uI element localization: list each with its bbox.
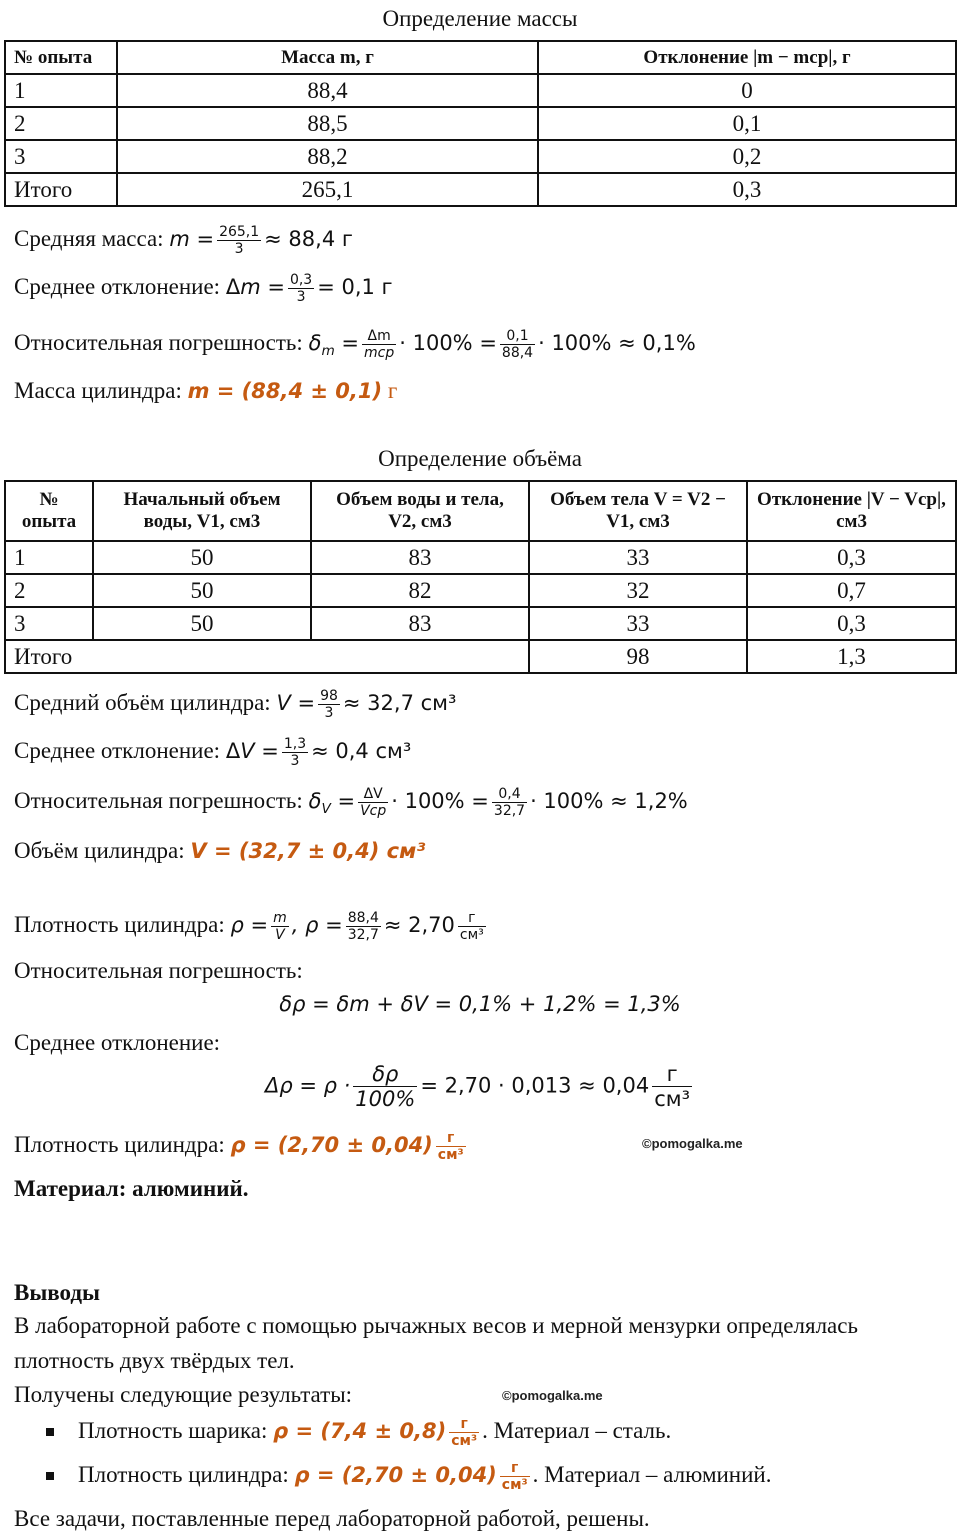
table-row	[5, 107, 956, 140]
table-header-row	[5, 481, 956, 541]
table-cell: 1	[5, 74, 117, 107]
label: Относительная погрешность:	[14, 330, 303, 355]
conclusions-heading: Выводы	[14, 1280, 100, 1305]
formula-part: = 2,70 · 0,013 ≈ 0,04	[420, 1073, 650, 1098]
volume-final-line	[14, 836, 425, 866]
unit-denominator: см³	[437, 1147, 464, 1164]
unit-denominator: см³	[451, 1433, 478, 1450]
label: Плотность цилиндра:	[14, 1132, 225, 1157]
table-row	[5, 607, 956, 640]
cylinder-density-result: ρ = (2,70 ± 0,04)	[294, 1463, 497, 1487]
table-row	[5, 574, 956, 607]
fraction-numerator: δρ	[353, 1062, 417, 1087]
unit-denominator: см³	[501, 1477, 528, 1494]
table-cell: 3	[5, 607, 93, 640]
fraction-numerator: 1,3	[283, 736, 307, 753]
volume-table-caption: Определение объёма	[378, 446, 582, 471]
conclusions-paragraph-2: плотность двух твёрдых тел.	[14, 1348, 295, 1373]
unit-denominator: см³	[459, 927, 484, 944]
bullet-icon	[46, 1472, 54, 1480]
fraction-numerator: ΔV	[358, 786, 388, 803]
bullet-icon	[46, 1428, 54, 1436]
header-cell: № опыта	[5, 41, 117, 74]
table-cell: 98	[529, 640, 747, 673]
header-cell: Отклонение |V − Vcp|, см3	[747, 481, 956, 541]
table-cell: 0,1	[538, 107, 956, 140]
fraction-numerator: 0,1	[500, 328, 535, 345]
operator: · 100% =	[391, 789, 489, 813]
table-cell: 1,3	[747, 640, 956, 673]
table-cell: 0,3	[747, 607, 956, 640]
fraction-numerator: m	[273, 910, 287, 927]
table-row	[5, 74, 956, 107]
density-final-line	[14, 1130, 469, 1163]
fraction-denominator: mcp	[364, 345, 395, 362]
label: Объём цилиндра:	[14, 838, 185, 863]
material-line: Материал: алюминий.	[14, 1176, 249, 1201]
volume-deviation-line: Среднее отклонение: ΔV = $\frac{1,3}{3}$ ≈ 0,4 см³	[14, 736, 412, 770]
mass-relative-error-line: Относительная погрешность: $\delta_m$ = $\frac{\Delta m}{\text{mcp}}$ · 100% = $\frac{0,1}{88,4}$ · 100% ≈ 0,1%	[14, 328, 696, 362]
table-cell: 33	[529, 607, 747, 640]
mass-result: m = (88,4 ± 0,1)	[187, 379, 383, 403]
table-cell: 82	[311, 574, 529, 607]
mass-table	[4, 40, 957, 207]
header-cell: Начальный объем воды, V1, см3	[93, 481, 311, 541]
unit-numerator: г	[500, 1460, 530, 1477]
table-header-row	[5, 41, 956, 74]
label: Средний объём цилиндра:	[14, 690, 271, 715]
volume-relative-error-line: Относительная погрешность: $\delta_V$ = $\frac{\Delta V}{\text{Vcp}}$ · 100% = $\frac{0,4}{32,7}$ · 100% ≈ 1,2%	[14, 786, 688, 820]
table-cell: 50	[93, 541, 311, 574]
list-item	[78, 1416, 671, 1449]
mass-table-caption: Определение массы	[382, 6, 578, 31]
fraction-denominator: 3	[234, 241, 244, 258]
header-cell: № опыта	[5, 481, 93, 541]
result: = 0,1 г	[317, 275, 393, 299]
volume-result: V = (32,7 ± 0,4) см³	[190, 839, 426, 863]
fraction-denominator: 32,7	[347, 927, 379, 944]
header-cell: Отклонение |m − mcp|, г	[538, 41, 956, 74]
table-cell: 88,2	[117, 140, 538, 173]
ball-density-result: ρ = (7,4 ± 0,8)	[273, 1419, 447, 1443]
volume-average-line: Средний объём цилиндра: V = $\frac{98}{3}$ ≈ 32,7 см³	[14, 688, 457, 722]
label: Плотность цилиндра:	[14, 912, 225, 937]
fraction-denominator: Vcp	[360, 803, 387, 820]
mass-unit: г	[387, 378, 398, 403]
fraction-denominator: V	[275, 927, 285, 944]
fraction-numerator: Δm	[362, 328, 396, 345]
conclusions-paragraph-1: В лабораторной работе с помощью рычажных весов и мерной мензурки определялась	[14, 1313, 858, 1338]
mass-average-line: Средняя масса: m = $\frac{265,1}{3}$ ≈ 88,4 г	[14, 224, 353, 258]
density-deviation-label: Среднее отклонение:	[14, 1030, 221, 1055]
label: Относительная погрешность:	[14, 788, 303, 813]
density-formula-line	[14, 910, 489, 943]
table-cell: 50	[93, 574, 311, 607]
result: · 100% ≈ 1,2%	[530, 789, 688, 813]
fraction-numerator: 98	[320, 688, 338, 705]
table-cell: 32	[529, 574, 747, 607]
unit-numerator: г	[652, 1062, 692, 1087]
list-item	[78, 1460, 771, 1493]
label: Среднее отклонение:	[14, 274, 221, 299]
fraction-numerator: 0,3	[289, 272, 313, 289]
fraction-denominator: 3	[290, 753, 300, 770]
fraction-numerator: 0,4	[492, 786, 527, 803]
formula-part: Δρ = ρ ·	[264, 1073, 351, 1098]
table-cell: 83	[311, 607, 529, 640]
table-row	[5, 640, 956, 673]
table-cell: 3	[5, 140, 117, 173]
table-cell: 88,4	[117, 74, 538, 107]
volume-table	[4, 480, 957, 674]
table-cell: 0,2	[538, 140, 956, 173]
result: ≈ 32,7 см³	[342, 691, 457, 715]
material-text: . Материал – сталь.	[482, 1418, 672, 1443]
watermark: ©pomogalka.me	[642, 1136, 743, 1151]
table-cell: 0	[538, 74, 956, 107]
fraction-denominator: 3	[296, 289, 306, 306]
fraction-denominator: 100%	[355, 1087, 416, 1111]
table-cell: 50	[93, 607, 311, 640]
table-cell: 2	[5, 574, 93, 607]
table-cell: 0,3	[747, 541, 956, 574]
table-cell: 0,7	[747, 574, 956, 607]
density-relative-error-formula: δρ = δm + δV = 0,1% + 1,2% = 1,3%	[279, 992, 681, 1016]
mass-final-line	[14, 376, 397, 406]
conclusions-final: Все задачи, поставленные перед лабораторной работой, решены.	[14, 1506, 650, 1531]
material-text: . Материал – алюминий.	[532, 1462, 772, 1487]
mass-deviation-line: Среднее отклонение: Δm = $\frac{0,3}{3}$ = 0,1 г	[14, 272, 393, 306]
density-result: ρ = (2,70 ± 0,04)	[230, 1133, 433, 1157]
formula-part: ≈ 2,70	[383, 913, 455, 937]
table-cell: 265,1	[117, 173, 538, 206]
label: Среднее отклонение:	[14, 738, 221, 763]
header-cell: Объем воды и тела, V2, см3	[311, 481, 529, 541]
fraction-denominator: 88,4	[501, 345, 534, 362]
table-cell: 0,3	[538, 173, 956, 206]
unit-numerator: г	[449, 1416, 479, 1433]
formula-part: ρ =	[230, 913, 269, 937]
table-cell: 2	[5, 107, 117, 140]
table-cell: Итого	[5, 640, 529, 673]
watermark: ©pomogalka.me	[502, 1388, 603, 1403]
unit-denominator: см³	[654, 1087, 691, 1111]
unit-numerator: г	[436, 1130, 466, 1147]
table-cell: 83	[311, 541, 529, 574]
fraction-numerator: 88,4	[347, 910, 379, 927]
table-row	[5, 541, 956, 574]
fraction-denominator: 32,7	[493, 803, 526, 820]
operator: · 100% =	[399, 331, 497, 355]
results-label: Получены следующие результаты:	[14, 1382, 353, 1407]
table-cell: 33	[529, 541, 747, 574]
result: · 100% ≈ 0,1%	[538, 331, 696, 355]
table-cell: 88,5	[117, 107, 538, 140]
result: ≈ 88,4 г	[264, 227, 353, 251]
label: Плотность цилиндра:	[78, 1462, 289, 1487]
table-row	[5, 140, 956, 173]
header-cell: Масса m, г	[117, 41, 538, 74]
density-relative-error-label: Относительная погрешность:	[14, 958, 303, 983]
fraction-denominator: 3	[324, 705, 334, 722]
label: Масса цилиндра:	[14, 378, 182, 403]
table-cell: Итого	[5, 173, 117, 206]
unit-numerator: г	[458, 910, 486, 927]
formula-part: , ρ =	[291, 913, 343, 937]
label: Плотность шарика:	[78, 1418, 268, 1443]
label: Средняя масса:	[14, 226, 164, 251]
density-deviation-formula	[0, 1062, 960, 1111]
fraction-numerator: 265,1	[219, 224, 260, 241]
header-cell: Объем тела V = V2 − V1, см3	[529, 481, 747, 541]
table-cell: 1	[5, 541, 93, 574]
table-row	[5, 173, 956, 206]
result: ≈ 0,4 см³	[311, 739, 412, 763]
